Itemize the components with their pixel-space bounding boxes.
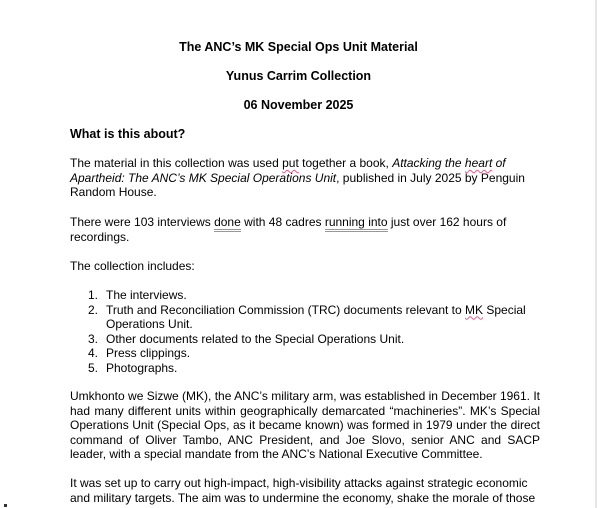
interviews-text-e: just over 162 hours of recordings. — [70, 215, 507, 244]
paragraph-special-ops-purpose: It was set up to carry out high-impact, high-visibility attacks against strategic economic and military targets. The aim was to undermine the economy, shake the morale of those — [70, 476, 536, 505]
document-date: 06 November 2025 — [243, 98, 354, 112]
document-title: The ANC’s MK Special Ops Unit Material — [179, 40, 418, 54]
paragraph-mk-history: Umkhonto we Sizwe (MK), the ANC’s military arm, was established in December 1961. It had many different units within geographically demarcated “machineries”. MK’s Special Operations Unit (Special Ops, as it became known) was formed in 1979 under the direct command of Oliver Tambo, ANC President, and Joe Slovo, senior ANC and SACP leader, with a special mandate from the ANC’s National Executive Committee. — [70, 389, 540, 461]
list-number: 4. — [88, 346, 99, 360]
grammar-flag-done[interactable]: done — [214, 215, 241, 232]
intro-text-g: , published in July 2025 by Penguin Random House. — [70, 170, 525, 199]
list-item-text: The interviews. — [106, 288, 187, 302]
list-item — [70, 361, 540, 376]
book-title-b: of Apartheid: The ANC’s MK Special Operations Unit — [70, 156, 506, 185]
intro-text-a: The material in this collection was used — [70, 156, 283, 170]
list-item — [70, 303, 540, 332]
list-number: 3. — [88, 331, 99, 346]
list-item — [70, 346, 540, 361]
list-item-text-c: Special Operations Unit. — [106, 302, 526, 331]
section-heading: What is this about? — [70, 127, 186, 141]
list-item-text-a: Truth and Reconciliation Commission (TRC) documents relevant to — [106, 302, 466, 317]
collection-name: Yunus Carrim Collection — [225, 69, 372, 83]
book-title-a: Attacking the — [392, 156, 465, 170]
spelling-flag-heart[interactable]: heart — [464, 156, 493, 170]
collection-list — [70, 288, 540, 375]
list-item — [70, 288, 540, 303]
paragraph-includes: The collection includes: — [70, 259, 195, 273]
grammar-flag-running-into[interactable]: running into — [325, 215, 388, 232]
list-number: 2. — [88, 302, 99, 317]
spelling-flag-mk[interactable]: MK — [465, 302, 484, 317]
list-number: 1. — [88, 288, 99, 302]
list-item-text: Photographs. — [106, 360, 178, 375]
interviews-text-c: with 48 cadres — [240, 215, 325, 229]
list-item-text: Press clippings. — [106, 346, 191, 360]
paragraph-interviews — [70, 215, 540, 244]
list-item-text: Other documents related to the Special Operations Unit. — [106, 331, 405, 346]
list-number: 5. — [88, 360, 99, 375]
spelling-flag-put[interactable]: put — [282, 156, 299, 170]
interviews-text-a: There were 103 interviews — [70, 215, 215, 229]
intro-text-c: together a book, — [298, 156, 393, 170]
corner-mark — [4, 504, 7, 507]
paragraph-intro — [70, 156, 540, 200]
list-item — [70, 332, 540, 347]
